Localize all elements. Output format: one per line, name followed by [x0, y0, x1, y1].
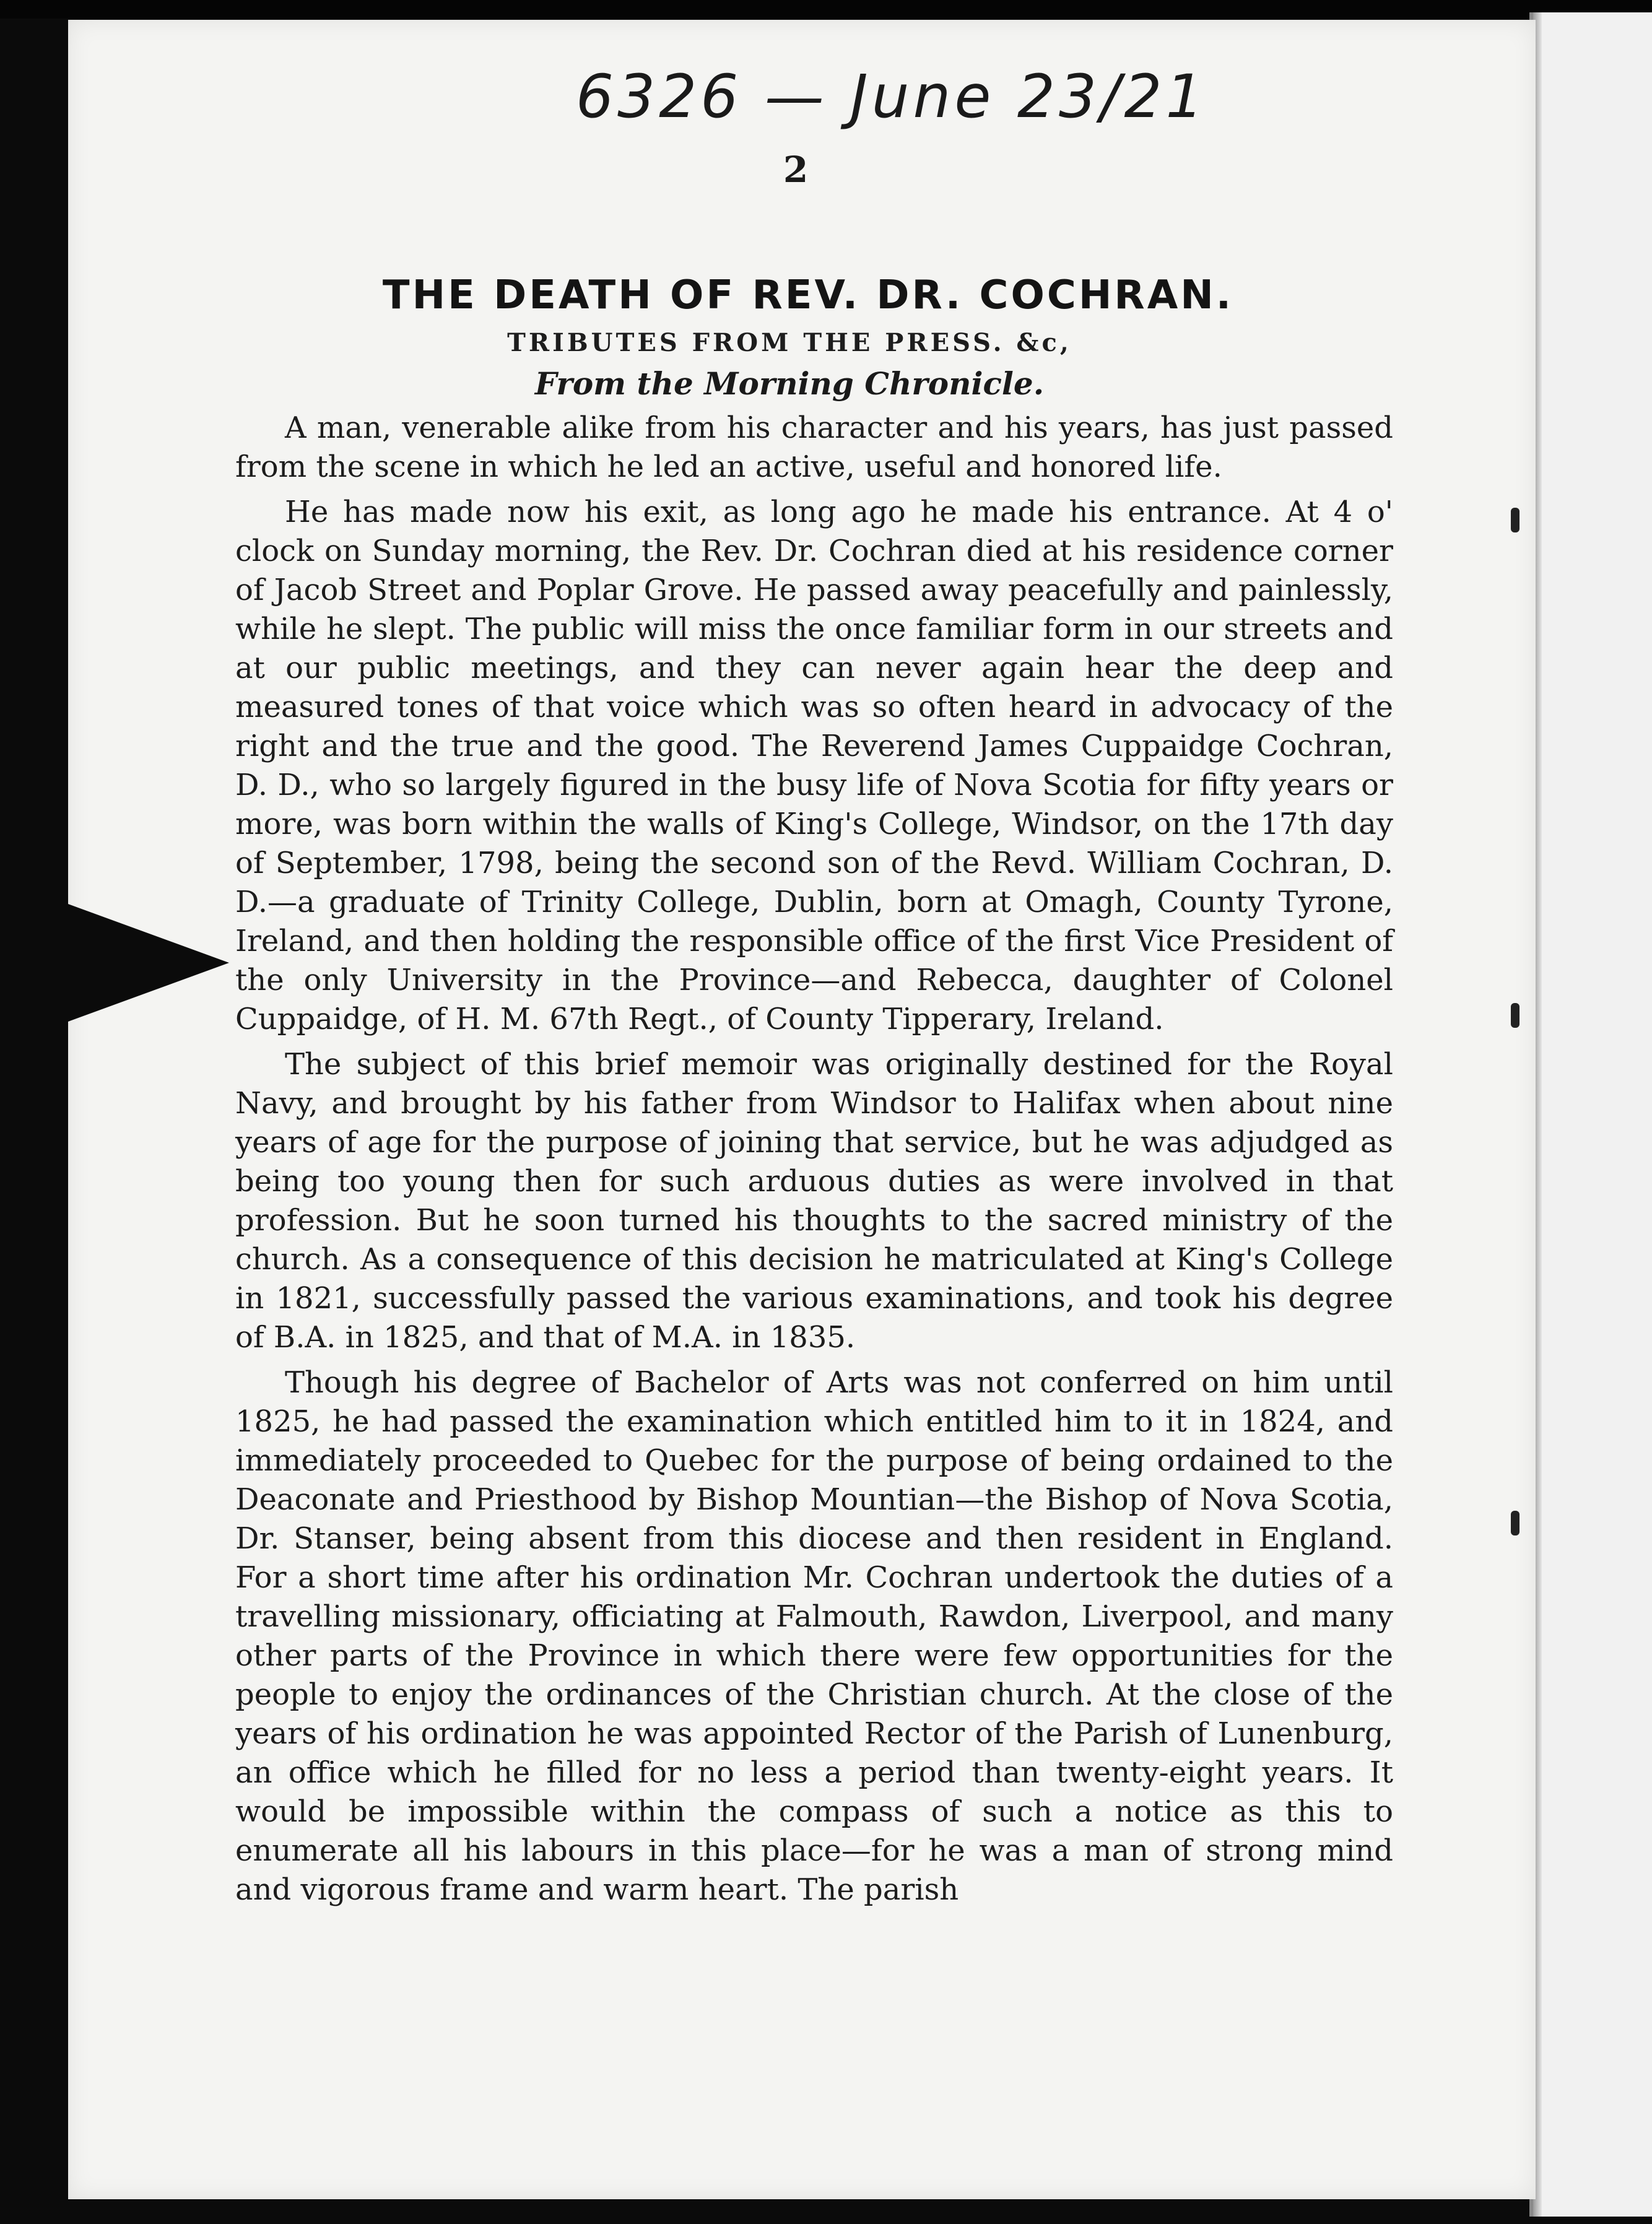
- paragraph: A man, venerable alike from his character and his years, has just passed from the scene in which he led an active, useful and honored life.: [235, 410, 1393, 484]
- edge-mark: [1511, 1511, 1519, 1536]
- torn-edge: [68, 904, 229, 1022]
- article-source: From the Morning Chronicle.: [534, 365, 1045, 402]
- handwritten-note: 6326 — June 23/21: [576, 62, 1207, 131]
- paragraph: Though his degree of Bachelor of Arts was not conferred on him until 1825, he had passed the examination which entitled him to it in 1824, and immediately proceeded to Quebec for the purpose of being ordained to the Deaconate and Priesthood by Bishop Mountian—the Bishop of Nova Scotia, Dr. Stanser, being absent from this diocese and then resident in England. For a short time after his ordination Mr. Cochran undertook the duties of a travelling missionary, officiating at Falmouth, Rawdon, Liverpool, and many other parts of the Province in which there were few opportunities for the people to enjoy the ordinances of the Christian church. At the close of the years of his ordination he was appointed Rector of the Parish of Lunenburg, an office which he filled for no less a period than twenty-eight years. It would be impossible within the compass of such a notice as this to enumerate all his labours in this place—for he was a man of strong mind and vigorous frame and warm heart. The parish: [235, 1365, 1393, 1907]
- paragraph: The subject of this brief memoir was originally destined for the Royal Navy, and brought by his father from Windsor to Halifax when about nine years of age for the purpose of joining that service, but he was adjudged as being too young then for such arduous duties as were involved in that profession. But he soon turned his thoughts to the sacred ministry of the church. As a consequence of this decision he matriculated at King's College in 1821, successfully passed the various examinations, and took his degree of B.A. in 1825, and that of M.A. in 1835.: [235, 1047, 1393, 1355]
- page-number: 2: [783, 149, 809, 191]
- adjacent-page-edge: [1529, 12, 1652, 2217]
- article-body: [235, 409, 1393, 2025]
- paragraph: He has made now his exit, as long ago he made his entrance. At 4 o' clock on Sunday morning, the Rev. Dr. Cochran died at his residence corner of Jacob Street and Poplar Grove. He passed away peacefully and painlessly, while he slept. The public will miss the once familiar form in our streets and at our public meetings, and they can never again hear the deep and measured tones of that voice which was so often heard in advocacy of the right and the true and the good. The Reverend James Cuppaidge Cochran, D. D., who so largely figured in the busy life of Nova Scotia for fifty years or more, was born within the walls of King's College, Windsor, on the 17th day of September, 1798, being the second son of the Revd. William Cochran, D. D.—a graduate of Trinity College, Dublin, born at Omagh, County Tyrone, Ireland, and then holding the responsible office of the first Vice President of the only University in the Province—and Rebecca, daughter of Colonel Cuppaidge, of H. M. 67th Regt., of County Tipperary, Ireland.: [235, 495, 1393, 1036]
- edge-mark: [1511, 1003, 1519, 1028]
- article-subtitle: TRIBUTES FROM THE PRESS. &c,: [507, 328, 1072, 357]
- article-title: THE DEATH OF REV. DR. COCHRAN.: [382, 272, 1234, 318]
- scan-border: [0, 0, 1652, 19]
- edge-mark: [1511, 508, 1519, 532]
